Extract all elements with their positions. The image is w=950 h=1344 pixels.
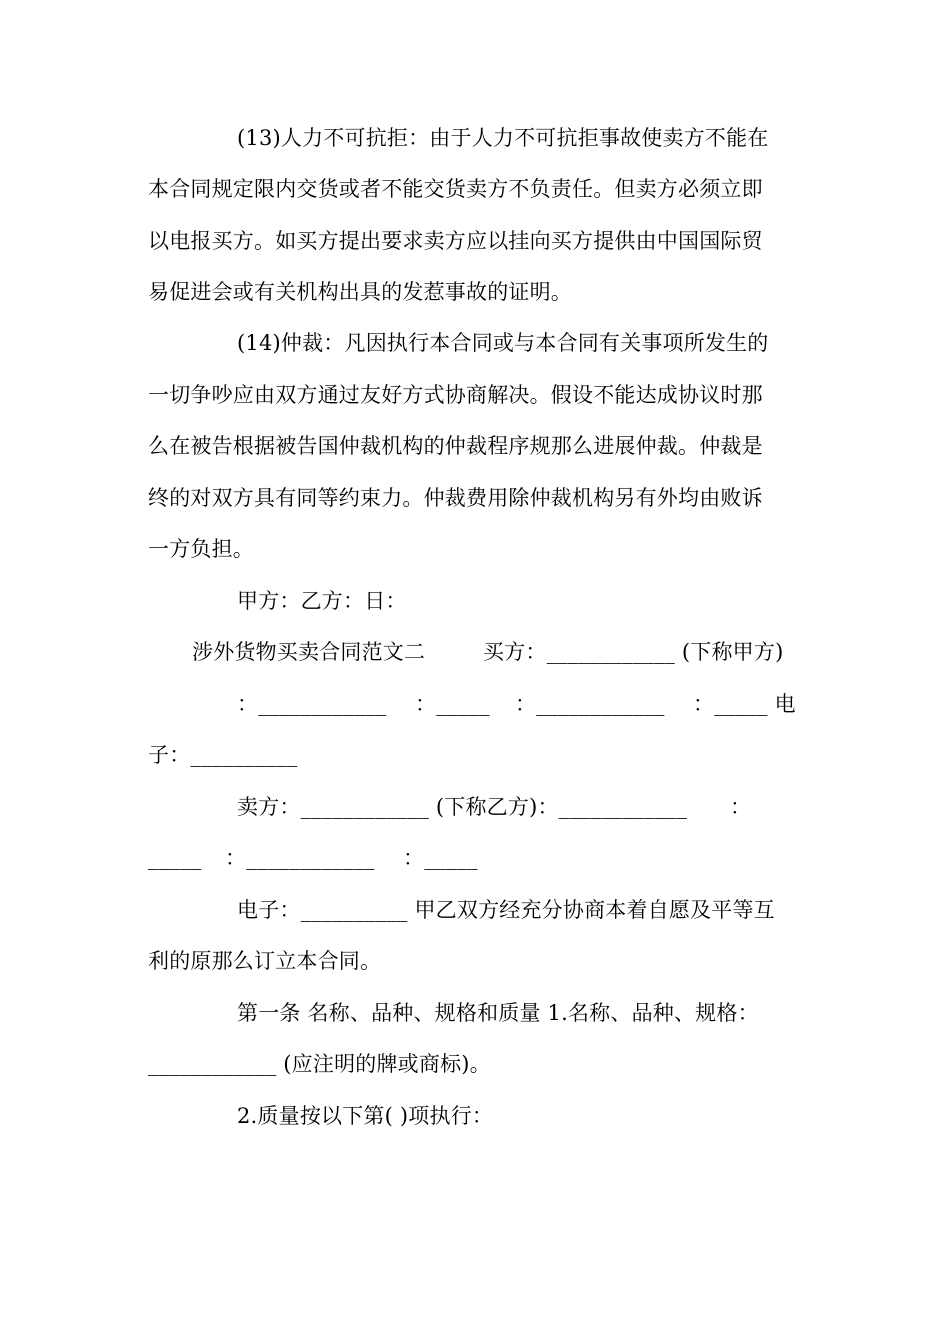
para-14-line-5: 一方负担。	[148, 537, 254, 561]
para-14-line-3: 么在被告根据被告国仲裁机构的仲裁程序规那么进展仲裁。仲裁是	[148, 434, 763, 458]
buyer-field-1: ：____________	[237, 692, 387, 716]
article-1-line-1: 第一条 名称、品种、规格和质量 1.名称、品种、规格：	[237, 1001, 759, 1025]
seller-field-2: ：____________	[225, 846, 375, 870]
para-14-line-2: 一切争吵应由双方通过友好方式协商解决。假设不能达成协议时那	[148, 383, 763, 407]
signature-line: 甲方：乙方：日：	[237, 589, 407, 613]
para-13-line-1: (13)人力不可抗拒：由于人力不可抗拒事故使卖方不能在	[237, 126, 769, 150]
article-1-line-2: ____________ (应注明的牌或商标)。	[148, 1052, 491, 1076]
para-13-line-2: 本合同规定限内交货或者不能交货卖方不负责任。但卖方必须立即	[148, 177, 763, 201]
para-13-line-4: 易促进会或有关机构出具的发惹事故的证明。	[148, 280, 572, 304]
buyer-field-3: ：____________	[515, 692, 665, 716]
buyer-field-4: ：_____ 电	[693, 692, 796, 716]
seller-line-end: ：	[730, 795, 752, 819]
para-13-line-3: 以电报买方。如买方提出要求卖方应以挂向买方提供由中国国际贸	[148, 229, 763, 253]
buyer-field-2: ：_____	[415, 692, 490, 716]
email-para-line-2: 利的原那么订立本合同。	[148, 949, 382, 973]
seller-field-1: _____	[148, 846, 202, 870]
seller-line: 卖方：____________ (下称乙方)：____________	[237, 795, 688, 819]
buyer-email: 子：__________	[148, 743, 298, 767]
email-para-line-1: 电子：__________ 甲乙双方经充分协商本着自愿及平等互	[237, 898, 775, 922]
buyer-field: 买方：____________ (下称甲方)	[483, 640, 784, 664]
article-1-line-3: 2.质量按以下第( )项执行：	[237, 1104, 494, 1128]
seller-field-3: ：_____	[403, 846, 478, 870]
para-14-line-1: (14)仲裁：凡因执行本合同或与本合同有关事项所发生的	[237, 331, 769, 355]
para-14-line-4: 终的对双方具有同等约束力。仲裁费用除仲裁机构另有外均由败诉	[148, 486, 763, 510]
sample-two-title: 涉外货物买卖合同范文二	[192, 640, 426, 664]
